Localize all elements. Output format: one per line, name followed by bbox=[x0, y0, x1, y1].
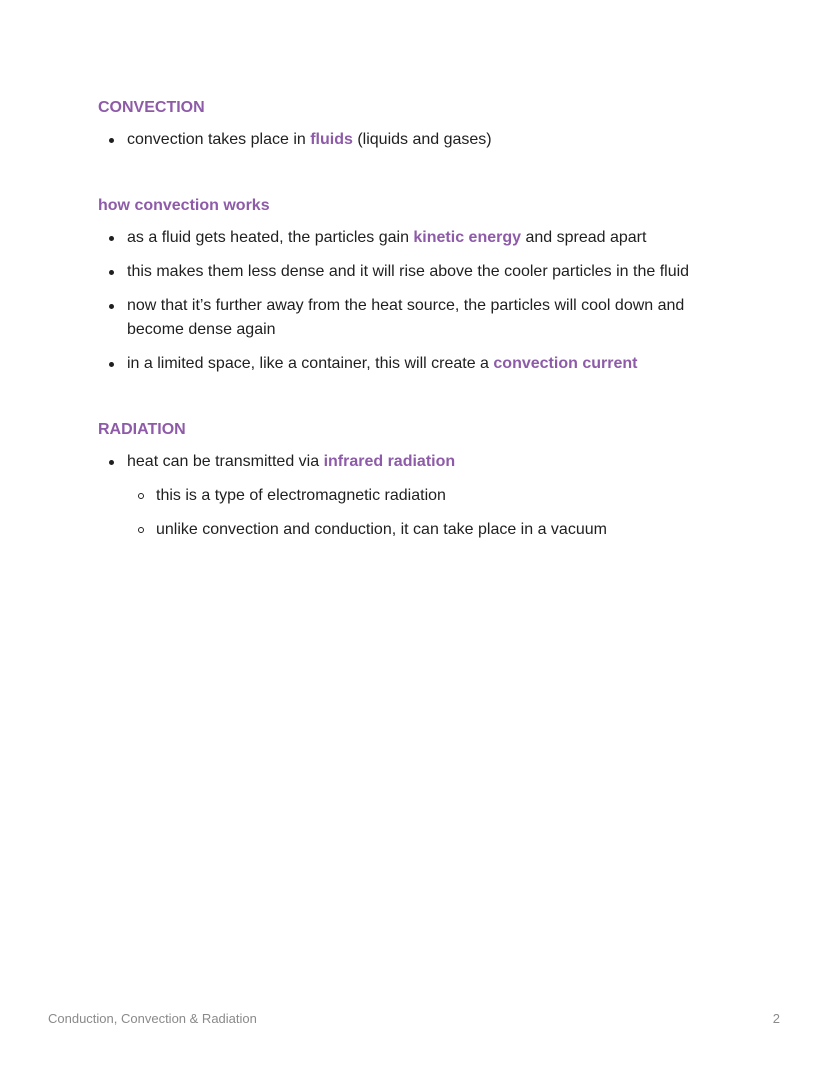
list-item bbox=[98, 226, 738, 250]
footer-title: Conduction, Convection & Radiation bbox=[48, 1011, 257, 1026]
bullet-text: as a fluid gets heated, the particles gain bbox=[127, 229, 414, 246]
bullet-text: in a limited space, like a container, this will create a bbox=[127, 355, 494, 372]
bullet-text: and spread apart bbox=[521, 229, 647, 246]
bullet-text: this is a type of electromagnetic radiation bbox=[156, 487, 446, 504]
highlighted-term: infrared radiation bbox=[323, 453, 456, 470]
sub-list-item bbox=[127, 484, 738, 508]
highlighted-term: fluids bbox=[310, 131, 353, 148]
section-how-convection-works bbox=[98, 196, 738, 376]
list-item bbox=[98, 352, 738, 376]
section-heading-how-convection-works: how convection works bbox=[98, 197, 270, 214]
sub-list-item bbox=[127, 518, 738, 542]
bullet-text: convection takes place in bbox=[127, 131, 311, 148]
bullet-list-radiation bbox=[98, 450, 738, 542]
highlighted-term: convection current bbox=[493, 355, 638, 372]
highlighted-term: kinetic energy bbox=[413, 229, 522, 246]
sub-bullet-list-radiation bbox=[127, 484, 738, 542]
bullet-text: (liquids and gases) bbox=[352, 131, 492, 148]
bullet-text: now that it’s further away from the heat source, the particles will cool down and become dense again bbox=[127, 297, 685, 338]
list-item bbox=[98, 260, 738, 284]
bullet-list-how-convection-works bbox=[98, 226, 738, 376]
section-heading-convection: CONVECTION bbox=[98, 99, 205, 116]
bullet-text: heat can be transmitted via bbox=[127, 453, 324, 470]
page-content bbox=[98, 98, 738, 542]
list-item bbox=[98, 450, 738, 542]
list-item bbox=[98, 294, 738, 342]
section-radiation bbox=[98, 420, 738, 542]
section-convection bbox=[98, 98, 738, 152]
bullet-text: this makes them less dense and it will rise above the cooler particles in the fluid bbox=[127, 263, 690, 280]
bullet-list-convection bbox=[98, 128, 738, 152]
section-heading-radiation: RADIATION bbox=[98, 421, 186, 438]
list-item bbox=[98, 128, 738, 152]
bullet-text: unlike convection and conduction, it can take place in a vacuum bbox=[156, 521, 607, 538]
page-number: 2 bbox=[772, 1011, 780, 1026]
